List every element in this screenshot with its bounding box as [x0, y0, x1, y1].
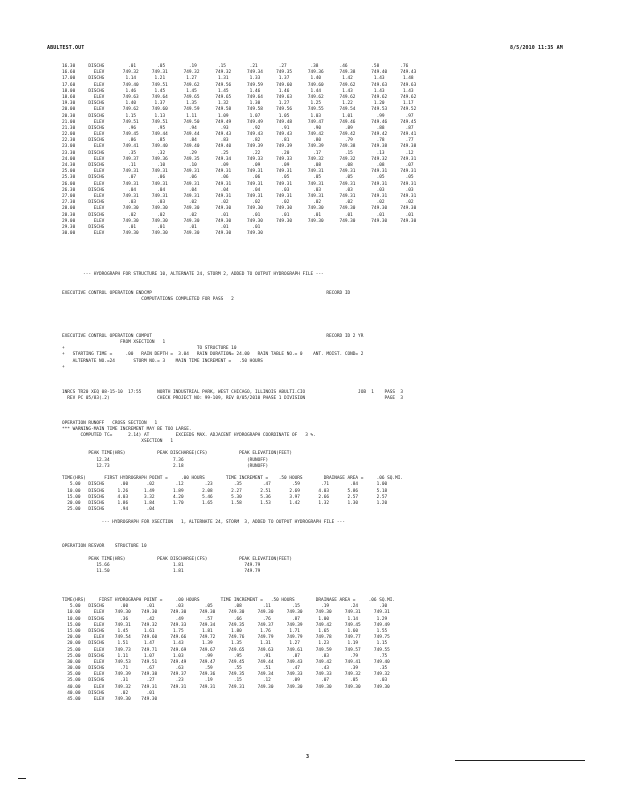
- table-row: 28.00 ELEV 749.30 749.30 749.30 749.30 749.30 749.30 749.30 749.30 749.30 749.30: [62, 206, 417, 212]
- table-row: 20.30 DISCHG 1.15 1.13 1.11 1.09 1.07 1.05 1.03 1.01 .99 .97: [62, 113, 414, 119]
- operation-report-text: [62, 272, 403, 575]
- table-row: 16.30 DISCHG .01 .05 .19 .15 .21 .27 .38 .46 .58 .76: [62, 64, 409, 69]
- table-row: 35.00 ELEV 749.39 749.38 749.37 749.36 749.35 749.34 749.33 749.33 749.32 749.32: [62, 672, 390, 678]
- text-line: 10.00 DISCHG 1.26 1.49 1.89 2.08 2.27 2.51 2.69 4.03 5.86 5.18: [62, 488, 388, 494]
- margin-mark: [18, 778, 26, 779]
- table-row: 15.00 ELEV 749.31 749.32 749.33 749.34 749.35 749.37 749.39 749.42 749.45 749.49: [62, 622, 390, 628]
- text-line: --- HYDROGRAPH FOR STRUCTURE 10, ALTERNATE 24, STORM 2, ADDED TO OUTPUT HYDROGRAPH FILE ---: [62, 272, 324, 277]
- table-row: 29.30 DISCHG .01 .01 .01 .01 .01: [62, 224, 261, 230]
- text-line: 20.00 DISCHG 1.86 1.84 1.70 1.65 1.58 1.53 1.42 1.32 1.30 1.20: [62, 500, 388, 506]
- text-line: EXECUTIVE CONTROL OPERATION COMPUT RECORD ID 2 YR: [62, 333, 364, 339]
- table-row: 18.60 ELEV 749.63 749.64 749.65 749.65 749.64 749.63 749.62 749.62 749.62 749.62: [62, 94, 417, 100]
- table-row: 19.30 DISCHG 1.40 1.37 1.35 1.32 1.30 1.27 1.25 1.22 1.20 1.17: [62, 101, 414, 107]
- text-line: FROM XSECTION 1: [62, 340, 166, 346]
- table-row: 20.00 ELEV 749.62 749.60 749.59 749.58 749.58 749.56 749.55 749.54 749.53 749.52: [62, 107, 417, 113]
- table-row: 22.00 ELEV 749.45 749.44 749.44 749.43 749.43 749.43 749.42 749.42 749.42 749.41: [62, 132, 417, 138]
- text-line: COMPUTED TC= 2.14) AT EXCEEDS MAX. ADJACENT HYDROGRAPH COORDINATE OF 3 %.: [62, 432, 316, 438]
- table-row: 26.00 ELEV 749.31 749.31 749.31 749.31 749.31 749.31 749.31 749.31 749.31 749.31: [62, 181, 417, 187]
- table-row: 35.00 DISCHG .31 .27 .23 .19 .15 .12 .09 .07 .05 .03: [62, 678, 388, 684]
- bottom-hydrograph-table: [62, 598, 395, 703]
- page-number: 3: [306, 754, 310, 760]
- text-line: COMPUTATIONS COMPLETED FOR PASS 2: [62, 296, 234, 302]
- text-line: 12.73 2.18 (RUNOFF): [62, 463, 269, 469]
- text-line: 15.66 1.81 749.79: [62, 562, 261, 568]
- table-row: 24.00 ELEV 749.37 749.36 749.35 749.34 749.33 749.33 749.32 749.32 749.32 749.31: [62, 156, 417, 162]
- table-row: 21.00 ELEV 749.51 749.51 749.50 749.49 749.49 749.48 749.47 749.46 749.46 749.45: [62, 119, 417, 125]
- footer-rule: [455, 760, 585, 761]
- text-line: ALTERNATE NO.=24 STORM NO.= 3 MAIN TIME INCREMENT = .50 HOURS: [62, 358, 263, 364]
- table-row: 30.00 ELEV 749.53 749.51 749.49 749.47 749.45 749.44 749.43 749.42 749.41 749.40: [62, 659, 390, 665]
- text-line: 25.00 DISCHG .94 .04: [62, 507, 155, 513]
- text-line: *** WARNING-MAIN TIME INCREMENT MAY BE TOO LARGE.: [62, 426, 192, 432]
- table-row: 17.60 ELEV 749.40 749.51 749.62 749.56 749.59 749.60 749.60 749.62 749.63 749.63: [62, 82, 417, 88]
- table-row: 27.00 ELEV 749.31 749.31 749.31 749.31 749.31 749.31 749.31 749.31 749.31 749.31: [62, 193, 417, 199]
- text-line: 5.00 DISCHG .00 .02 .12 .23 .35 .47 .59 .71 .84 1.00: [62, 482, 388, 488]
- text-line: 11.50 1.81 749.79: [62, 569, 261, 574]
- table-row: 5.00 DISCHG .00 .01 .03 .05 .08 .11 .15 .19 .24 .30: [62, 604, 388, 610]
- text-line: XSECTION 1: [62, 439, 174, 445]
- table-row: 30.00 DISCHG .71 .67 .63 .59 .55 .51 .47 .43 .39 .35: [62, 666, 388, 672]
- table-row: 30.00 ELEV 749.30 749.30 749.30 749.30 749.30: [62, 231, 263, 237]
- table-row: 26.30 DISCHG .04 .04 .04 .04 .04 .03 .03 .03 .03 .03: [62, 187, 414, 193]
- text-line: 1NRCS TR20 XEQ 08-15-10 17:55 NORTH INDUSTRIAL PARK, WEST CHICAGO, ILLINOIS ABULTI.CIO JOB 1 PASS 3: [62, 389, 403, 395]
- top-hydrograph-table: [62, 64, 416, 237]
- table-row: 20.00 DISCHG 1.51 1.47 1.43 1.39 1.35 1.31 1.27 1.23 1.19 1.15: [62, 641, 388, 647]
- text-line: OPERATION RESVOR STRUCTURE 10: [62, 544, 147, 550]
- table-row: 18.00 DISCHG 1.46 1.45 1.45 1.45 1.46 1.46 1.44 1.43 1.43 1.43: [62, 88, 414, 94]
- table-row: 25.00 ELEV 749.31 749.31 749.31 749.31 749.31 749.31 749.31 749.31 749.31 749.31: [62, 169, 417, 175]
- table-row: 17.00 DISCHG 1.14 1.21 1.27 1.31 1.33 1.37 1.40 1.42 1.43 1.48: [62, 76, 414, 82]
- text-line: 12.34 7.36 (RUNOFF): [62, 457, 269, 463]
- table-row: 23.30 DISCHG .35 .32 .29 .25 .22 .20 .17 .15 .13 .12: [62, 150, 414, 156]
- table-row: 25.00 ELEV 749.73 749.71 749.69 749.67 749.65 749.63 749.61 749.59 749.57 749.55: [62, 647, 390, 653]
- text-line: 15.00 DISCHG 4.03 3.32 4.20 5.46 5.30 5.36 3.97 2.66 2.57 2.57: [62, 494, 388, 500]
- table-row: 16.60 ELEV 749.32 749.31 749.32 749.32 749.34 749.35 749.36 749.38 749.40 749.43: [62, 70, 417, 76]
- table-row: 21.30 DISCHG .96 .95 .94 .93 .92 .91 .90 .89 .88 .87: [62, 125, 414, 131]
- text-line: +: [62, 364, 65, 370]
- text-line: + TO STRUCTURE 10: [62, 346, 237, 352]
- text-line: TIME(HRS) FIRST HYDROGRAPH POINT = .00 HOURS TIME INCREMENT = .50 HOURS DRAINAGE AREA = .06 SQ.MI.: [62, 476, 403, 482]
- table-row: 28.30 DISCHG .02 .02 .02 .01 .01 .01 .01 .01 .01 .01: [62, 212, 414, 218]
- table-row: 20.00 ELEV 749.54 749.60 749.66 749.72 749.76 749.79 749.79 749.78 749.77 749.75: [62, 635, 390, 641]
- file-name: ABULTEST.OUT: [47, 45, 85, 51]
- text-line: --- HYDROGRAPH FOR XSECTION 1, ALTERNATE 24, STORM 3, ADDED TO OUTPUT HYDROGRAPH FILE ---: [62, 519, 345, 525]
- text-line: EXECUTIVE CONTROL OPERATION ENDCMP RECORD ID: [62, 290, 351, 296]
- table-row: 15.00 DISCHG 1.45 1.61 1.75 1.81 1.80 1.76 1.71 1.65 1.60 1.55: [62, 628, 388, 634]
- print-datetime: 8/5/2010 11:35 AM: [510, 45, 563, 51]
- table-row: 24.30 DISCHG .11 .10 .10 .09 .09 .09 .08 .08 .08 .07: [62, 163, 414, 168]
- table-row: 25.30 DISCHG .07 .06 .06 .06 .06 .05 .05 .05 .05 .05: [62, 175, 414, 181]
- table-row: 45.00 ELEV 749.30 749.30: [62, 697, 158, 702]
- table-row: 25.00 DISCHG 1.11 1.07 1.03 .99 .95 .91 .87 .83 .79 .75: [62, 653, 388, 659]
- text-line: PEAK TIME(HRS) PEAK DISCHARGE(CFS) PEAK ELEVATION(FEET): [62, 556, 292, 562]
- table-row: 10.00 ELEV 749.30 749.30 749.30 749.30 749.30 749.30 749.30 749.30 749.31 749.31: [62, 610, 390, 616]
- text-line: PEAK TIME(HRS) PEAK DISCHARGE(CFS) PEAK ELEVATION(FEET): [62, 451, 292, 457]
- table-row: 27.30 DISCHG .03 .03 .02 .02 .02 .02 .02 .02 .02 .02: [62, 200, 414, 206]
- table-row: 40.00 ELEV 749.32 749.31 749.31 749.31 749.31 749.30 749.30 749.30 749.30 749.30: [62, 684, 390, 690]
- table-row: 23.00 ELEV 749.41 749.40 749.40 749.40 749.39 749.39 749.39 749.38 749.38 749.38: [62, 144, 417, 150]
- table-row: 22.30 DISCHG .86 .85 .84 .83 .82 .81 .80 .79 .78 .77: [62, 138, 414, 144]
- text-line: OPERATION RUNOFF CROSS SECTION 1: [62, 420, 158, 426]
- table-row: 40.00 DISCHG .02 .01: [62, 690, 155, 696]
- table-row: TIME(HRS) FIRST HYDROGRAPH POINT = .00 HOURS TIME INCREMENT = .50 HOURS DRAINAGE AREA = .06 SQ.MI.: [62, 598, 396, 603]
- text-line: REV PC 05/83(.2) CHECK PROJECT NO: 99-109, REV 8/05/2010 PHASE 1 DIVISION PAGE 3: [62, 395, 403, 401]
- table-row: 29.00 ELEV 749.30 749.30 749.30 749.30 749.30 749.30 749.30 749.30 749.30 749.30: [62, 218, 417, 224]
- text-line: + STARTING TIME = .00 RAIN DEPTH = 3.04 RAIN DURATION= 24.00 RAIN TABLE NO.= 0 ANT. MOIST. COND= 2: [62, 352, 364, 358]
- table-row: 10.00 DISCHG .36 .42 .49 .57 .66 .76 .87 1.00 1.14 1.29: [62, 616, 388, 622]
